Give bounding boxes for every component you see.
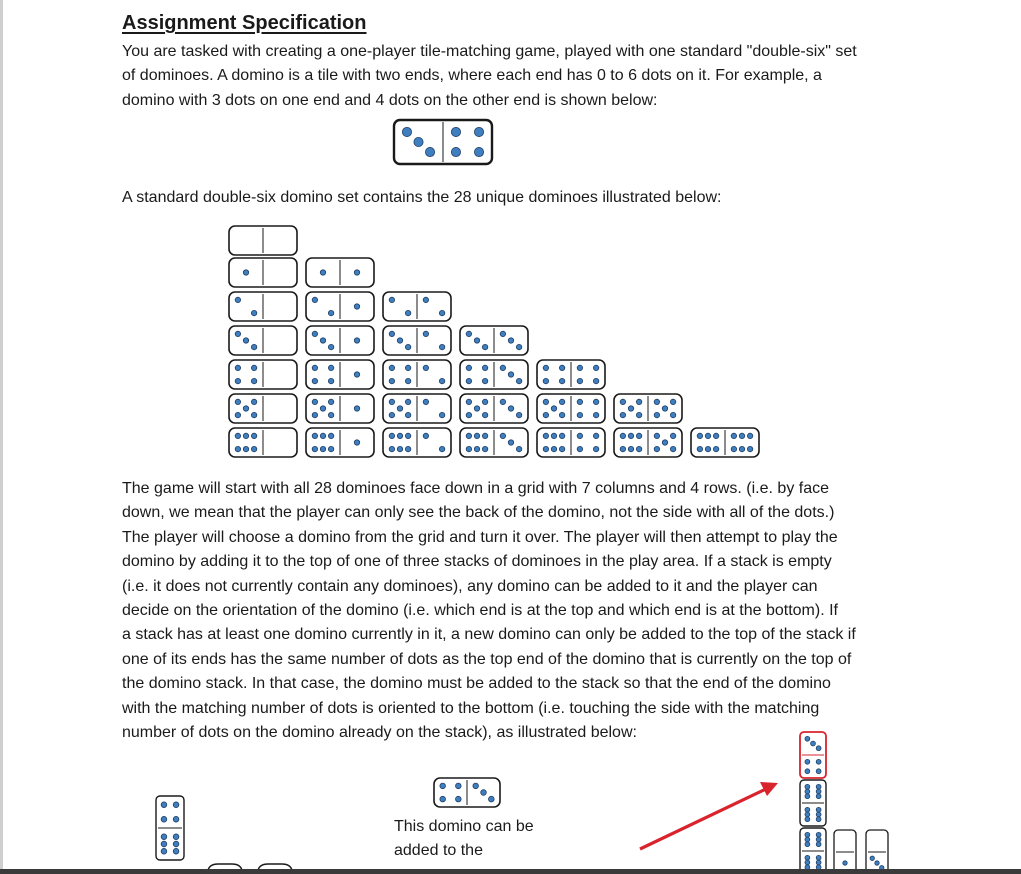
set-domino [229, 292, 297, 321]
domino-pip [516, 344, 521, 349]
domino-pip [482, 378, 487, 383]
caption-line: This domino can be [394, 818, 534, 835]
domino-pip [805, 812, 810, 817]
domino-pip [173, 834, 179, 840]
domino-pip [747, 433, 752, 438]
stack-domino [800, 732, 826, 778]
domino-pip [243, 433, 248, 438]
domino-pip [559, 412, 564, 417]
domino-pip [354, 406, 359, 411]
set-domino [306, 360, 374, 389]
domino-pip [474, 433, 479, 438]
domino-pip [389, 446, 394, 451]
domino-pip [620, 446, 625, 451]
domino-pip [425, 147, 434, 156]
domino-pip [636, 433, 641, 438]
domino-pip [636, 446, 641, 451]
domino-pip [543, 365, 548, 370]
domino-pip [466, 412, 471, 417]
domino-pip [389, 412, 394, 417]
stack-domino-left [156, 796, 184, 860]
page-title: Assignment Specification [122, 12, 367, 34]
domino-pip [816, 832, 821, 837]
domino-pip [235, 365, 240, 370]
domino-pip [235, 297, 240, 302]
domino-pip [482, 365, 487, 370]
set-domino [229, 360, 297, 389]
domino-pip [593, 365, 598, 370]
set-domino [460, 360, 528, 389]
domino-pip [508, 372, 513, 377]
domino-pip [456, 796, 462, 802]
text-line: domino with 3 dots on one end and 4 dots on the other end is shown below: [122, 91, 658, 109]
domino-pip [577, 365, 582, 370]
domino-pip [805, 789, 810, 794]
domino-pip [439, 344, 444, 349]
domino-pip [243, 446, 248, 451]
stack-domino-small [834, 830, 856, 874]
domino-pip [397, 338, 402, 343]
domino-pip [312, 433, 317, 438]
domino-pip [482, 412, 487, 417]
domino-pip [593, 412, 598, 417]
domino-pip [173, 802, 179, 808]
example-domino [394, 120, 492, 164]
domino-pip [705, 433, 710, 438]
domino-pip [354, 270, 359, 275]
domino-pip [328, 446, 333, 451]
domino-pip [559, 365, 564, 370]
domino-pip [816, 769, 821, 774]
set-domino [229, 326, 297, 355]
domino-pip [662, 406, 667, 411]
domino-pip [816, 855, 821, 860]
domino-pip [543, 446, 548, 451]
domino-pip [577, 433, 582, 438]
text-line: domino by adding it to the top of one of three stacks of dominoes in the play area. If a stack is empty [122, 553, 832, 571]
domino-pip [843, 861, 847, 865]
domino-pip [423, 399, 428, 404]
domino-pip [328, 310, 333, 315]
text-line: number of dots on the domino already on the stack), as illustrated below: [122, 724, 637, 742]
set-domino [306, 258, 374, 287]
set-domino [460, 394, 528, 423]
domino-pip [628, 406, 633, 411]
domino-pip [161, 834, 167, 840]
set-domino [383, 360, 451, 389]
domino-pip [251, 399, 256, 404]
domino-pip [235, 433, 240, 438]
domino-pip [235, 378, 240, 383]
domino-pip [816, 812, 821, 817]
domino-pip [466, 365, 471, 370]
domino-pip [543, 433, 548, 438]
domino-pip [670, 399, 675, 404]
domino-pip [816, 746, 821, 751]
domino-pip [628, 446, 633, 451]
domino-pip [577, 412, 582, 417]
domino-pip [354, 372, 359, 377]
domino-pip [816, 860, 821, 865]
domino-pip [389, 365, 394, 370]
text-line: (i.e. it does not currently contain any dominoes), any domino can be added to it and the player can [122, 577, 818, 595]
domino-pip [423, 331, 428, 336]
domino-pip [805, 794, 810, 799]
domino-pip [500, 365, 505, 370]
domino-pip [474, 147, 483, 156]
set-domino [306, 326, 374, 355]
domino-pip [474, 127, 483, 136]
domino-pip [405, 446, 410, 451]
candidate-domino [434, 778, 500, 807]
domino-pip [559, 433, 564, 438]
domino-pip [389, 433, 394, 438]
domino-pip [251, 310, 256, 315]
domino-pip [439, 310, 444, 315]
domino-pip [456, 783, 462, 789]
set-domino [306, 292, 374, 321]
domino-pip [235, 331, 240, 336]
domino-pip [551, 446, 556, 451]
domino-pip [731, 446, 736, 451]
set-domino [306, 428, 374, 457]
domino-pip [559, 378, 564, 383]
domino-pip [516, 446, 521, 451]
domino-pip [713, 433, 718, 438]
domino-pip [405, 433, 410, 438]
domino-pip [405, 412, 410, 417]
domino-pip [805, 855, 810, 860]
domino-pip [816, 837, 821, 842]
domino-pip [816, 842, 821, 847]
domino-pip [500, 399, 505, 404]
set-domino [537, 394, 605, 423]
domino-pip [654, 412, 659, 417]
domino-pip [559, 399, 564, 404]
domino-pip [697, 433, 702, 438]
set-domino [229, 428, 297, 457]
domino-pip [474, 446, 479, 451]
text-line: with the matching number of dots is oriented to the bottom (i.e. touching the side with the matching [122, 699, 820, 717]
set-domino [229, 226, 297, 255]
domino-pip [328, 399, 333, 404]
domino-pip [251, 378, 256, 383]
domino-pip [705, 446, 710, 451]
stack-domino-small [866, 830, 888, 874]
domino-pip [251, 433, 256, 438]
domino-pip [320, 446, 325, 451]
domino-pip [805, 837, 810, 842]
domino-pip [320, 433, 325, 438]
domino-pip [731, 433, 736, 438]
domino-pip [805, 860, 810, 865]
domino-pip [251, 344, 256, 349]
domino-pip [439, 446, 444, 451]
domino-pip [500, 331, 505, 336]
domino-pip [439, 378, 444, 383]
domino-pip [405, 378, 410, 383]
set-domino [383, 428, 451, 457]
domino-pip [577, 399, 582, 404]
domino-pip [870, 856, 874, 860]
set-domino [383, 292, 451, 321]
domino-pip [423, 297, 428, 302]
domino-pip [173, 848, 179, 854]
domino-pip [816, 794, 821, 799]
domino-pip [593, 399, 598, 404]
domino-pip [482, 344, 487, 349]
domino-pip [593, 433, 598, 438]
text-line: of dominoes. A domino is a tile with two ends, where each end has 0 to 6 dots on it. For example, a [122, 67, 822, 85]
domino-pip [816, 784, 821, 789]
set-domino [537, 360, 605, 389]
domino-pip [482, 399, 487, 404]
domino-pip [805, 807, 810, 812]
domino-pip [405, 365, 410, 370]
domino-pip [628, 433, 633, 438]
domino-pip [312, 331, 317, 336]
domino-pip [389, 399, 394, 404]
domino-pip [620, 433, 625, 438]
domino-pip [389, 378, 394, 383]
domino-pip [636, 412, 641, 417]
domino-pip [636, 399, 641, 404]
domino-pip [516, 412, 521, 417]
domino-pip [559, 446, 564, 451]
domino-pip [713, 446, 718, 451]
domino-pip [543, 378, 548, 383]
domino-pip [697, 446, 702, 451]
domino-pip [474, 406, 479, 411]
domino-pip [466, 433, 471, 438]
domino-pip [577, 446, 582, 451]
domino-pip [161, 816, 167, 822]
domino-pip [508, 440, 513, 445]
domino-pip [875, 861, 879, 865]
domino-pip [235, 446, 240, 451]
domino-pip [466, 399, 471, 404]
domino-pip [816, 789, 821, 794]
domino-pip [320, 406, 325, 411]
domino-pip [243, 338, 248, 343]
domino-pip [482, 433, 487, 438]
domino-pip [662, 440, 667, 445]
domino-pip [805, 769, 810, 774]
domino-pip [354, 338, 359, 343]
domino-pip [551, 406, 556, 411]
domino-pip [805, 759, 810, 764]
domino-pip [466, 446, 471, 451]
domino-pip [405, 399, 410, 404]
domino-pip [805, 736, 810, 741]
domino-pip [397, 446, 402, 451]
set-domino [691, 428, 759, 457]
domino-pip [474, 338, 479, 343]
domino-pip [402, 127, 411, 136]
domino-pip [414, 137, 423, 146]
domino-pip [816, 817, 821, 822]
domino-pip [389, 297, 394, 302]
domino-pip [389, 331, 394, 336]
domino-pip [500, 433, 505, 438]
domino-pip [354, 440, 359, 445]
domino-pip [816, 807, 821, 812]
domino-pip [251, 446, 256, 451]
domino-pip [816, 759, 821, 764]
domino-pip [320, 270, 325, 275]
text-line: down, we mean that the player can only see the back of the domino, not the side with all of the dots.) [122, 504, 835, 522]
domino-pip [466, 378, 471, 383]
domino-pip [805, 842, 810, 847]
domino-pip [543, 399, 548, 404]
arrow-line [640, 788, 768, 849]
domino-pip [243, 406, 248, 411]
domino-pip [654, 446, 659, 451]
domino-pip [405, 310, 410, 315]
domino-pip [482, 446, 487, 451]
domino-pip [508, 338, 513, 343]
set-domino [537, 428, 605, 457]
domino-pip [805, 817, 810, 822]
domino-pip [173, 816, 179, 822]
domino-pip [739, 433, 744, 438]
domino-pip [312, 365, 317, 370]
set-domino [229, 258, 297, 287]
domino-pip [473, 783, 479, 789]
domino-pip [312, 297, 317, 302]
domino-pip [161, 848, 167, 854]
domino-pip [328, 378, 333, 383]
set-domino [383, 326, 451, 355]
domino-pip [466, 331, 471, 336]
domino-pip [654, 433, 659, 438]
domino-pip [654, 399, 659, 404]
domino-pip [811, 741, 816, 746]
domino-pip [489, 796, 495, 802]
domino-pip [235, 412, 240, 417]
domino-pip [397, 433, 402, 438]
text-line: The player will choose a domino from the grid and turn it over. The player will then attempt to play the [122, 528, 838, 546]
domino-pip [670, 446, 675, 451]
domino-pip [312, 412, 317, 417]
text-line: one of its ends has the same number of dots as the top end of the domino that is currently on the top of [122, 650, 852, 668]
domino-pip [440, 796, 446, 802]
domino-pip [481, 790, 487, 796]
domino-pip [423, 433, 428, 438]
set-domino [460, 326, 528, 355]
domino-pip [577, 378, 582, 383]
domino-pip [747, 446, 752, 451]
set-domino [614, 394, 682, 423]
text-line: decide on the orientation of the domino (i.e. which end is at the top and which end is at the bottom). If [122, 602, 838, 620]
domino-pip [161, 802, 167, 808]
domino-pip [405, 344, 410, 349]
domino-pip [593, 378, 598, 383]
domino-pip [805, 832, 810, 837]
domino-pip [508, 406, 513, 411]
domino-pip [805, 784, 810, 789]
domino-pip [312, 446, 317, 451]
domino-pip [243, 270, 248, 275]
domino-pip [328, 433, 333, 438]
domino-pip [161, 841, 167, 847]
domino-pip [451, 127, 460, 136]
window-bottom-bar [0, 869, 1021, 874]
domino-pip [423, 365, 428, 370]
domino-pip [543, 412, 548, 417]
stack-domino [800, 780, 826, 826]
text-line: A standard double-six domino set contains the 28 unique dominoes illustrated below: [122, 189, 722, 206]
domino-pip [320, 338, 325, 343]
domino-pip [551, 433, 556, 438]
text-line: a stack has at least one domino currently in it, a new domino can only be added to the top of the stack if [122, 626, 856, 644]
set-domino [383, 394, 451, 423]
domino-pip [670, 412, 675, 417]
domino-pip [251, 365, 256, 370]
domino-pip [620, 412, 625, 417]
set-domino [306, 394, 374, 423]
domino-pip [328, 412, 333, 417]
domino-pip [312, 399, 317, 404]
domino-pip [354, 304, 359, 309]
set-domino [460, 428, 528, 457]
domino-pip [439, 412, 444, 417]
set-domino [229, 394, 297, 423]
domino-pip [670, 433, 675, 438]
set-domino [614, 428, 682, 457]
text-line: The game will start with all 28 dominoes face down in a grid with 7 columns and 4 rows. (i.e. by face [122, 480, 829, 497]
domino-pip [739, 446, 744, 451]
caption-line: added to the [394, 842, 483, 860]
domino-pip [440, 783, 446, 789]
domino-pip [397, 406, 402, 411]
domino-pip [451, 147, 460, 156]
domino-pip [516, 378, 521, 383]
domino-pip [620, 399, 625, 404]
domino-pip [593, 446, 598, 451]
text-line: the domino stack. In that case, the domino must be added to the stack so that the end of the domino [122, 675, 831, 693]
domino-pip [328, 365, 333, 370]
domino-pip [312, 378, 317, 383]
domino-pip [251, 412, 256, 417]
stack-domino [800, 828, 826, 874]
domino-pip [173, 841, 179, 847]
domino-pip [235, 399, 240, 404]
text-line: You are tasked with creating a one-player tile-matching game, played with one standard "double-six" set [122, 43, 857, 60]
domino-pip [328, 344, 333, 349]
